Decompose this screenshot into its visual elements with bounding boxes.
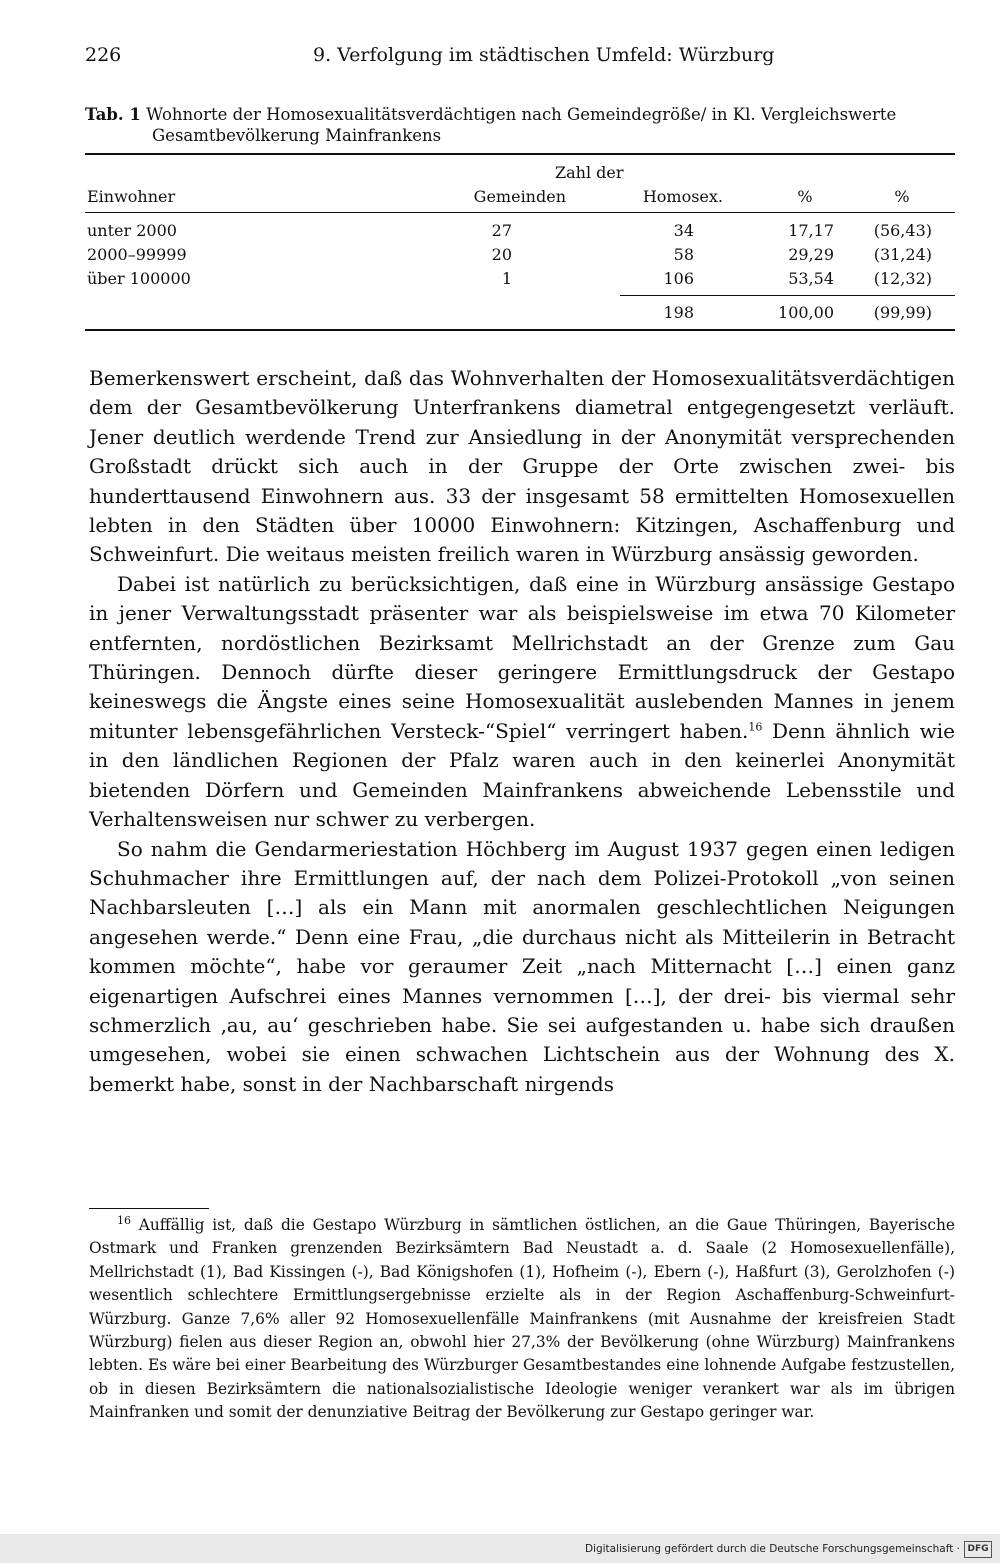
table-caption-line1: Wohnorte der Homosexualitätsverdächtigen nach Gemeindegröße/ in Kl. Vergleichswerte xyxy=(146,105,897,124)
footnote-number: 16 xyxy=(117,1213,131,1227)
row2-homosex: 58 xyxy=(673,245,694,264)
footnote-16 xyxy=(89,1214,955,1425)
row2-percent: 29,29 xyxy=(788,245,834,264)
row3-gemeinden: 1 xyxy=(501,269,512,288)
total-homosex: 198 xyxy=(663,303,694,322)
row3-percent-total: (12,32) xyxy=(873,269,932,288)
row2-einwohner: 2000–99999 xyxy=(87,245,187,264)
paragraph-2 xyxy=(89,570,955,835)
row1-gemeinden: 27 xyxy=(491,221,512,240)
footnote-text: Auffällig ist, daß die Gestapo Würzburg in sämtlichen östlichen, an die Gaue Thüringen, Bayerische Ostmark und Franken grenzenden Bezirksämtern Bad Neustadt a. d. Saale (2 Homosexuellenfälle), Mellrichstadt (1), Bad Kissingen (-), Bad Königshofen (1), Hofheim (-), Ebern (-), Haßfurt (3), Gerolzhofen (-) wesentlich schlechtere Ermittlungsergebnisse erzielte als in der Region Aschaffenburg-Schweinfurt-Würzburg. Ganze 7,6% aller 92 Homosexuellenfälle Mainfrankens (mit Ausnahme der kreisfreien Stadt Würzburg) fielen aus dieser Region an, obwohl hier 27,3% der Bevölkerung (ohne Würzburg) Mainfrankens lebten. Es wäre bei einer Bearbeitung des Würzburger Gesamtbestandes eine lohnende Aufgabe festzustellen, ob in diesen Bezirksämtern die nationalsozialistische Ideologie weniger verankert war als im übrigen Mainfranken und somit der denunziative Beitrag der Bevölkerung zur Gestapo geringer war. xyxy=(89,1216,955,1422)
running-head: 9. Verfolgung im städtischen Umfeld: Würzburg xyxy=(313,44,775,66)
total-percent: 100,00 xyxy=(778,303,834,322)
table-caption-line2: Gesamtbevölkerung Mainfrankens xyxy=(152,126,442,145)
row3-einwohner: über 100000 xyxy=(87,269,191,288)
page-header xyxy=(85,44,955,74)
paragraph-2-part2: Denn ähnlich wie in den ländlichen Regionen der Pfalz waren auch in den keinerlei Anonymität bietenden Dörfern und Gemeinden Mainfrankens abweichende Lebensstile und Verhaltensweisen nur schwer zu verbergen. xyxy=(89,718,956,832)
header-zahl-der: Zahl der xyxy=(555,163,624,182)
header-percent: % xyxy=(797,187,813,206)
row1-percent: 17,17 xyxy=(788,221,834,240)
row1-percent-total: (56,43) xyxy=(873,221,932,240)
paragraph-1: Bemerkenswert erscheint, daß das Wohnverhalten der Homosexualitätsverdächtigen dem der Gesamtbevölkerung Unterfrankens diametral entgegengesetzt verläuft. Jener deutlich werdende Trend zur Ansiedlung in der Anonymität versprechenden Großstadt drückt sich auch in der Gruppe der Orte zwischen zwei- bis hunderttausend Einwohnern aus. 33 der insgesamt 58 ermittelten Homosexuellen lebten in den Städten über 10000 Einwohnern: Kitzingen, Aschaffenburg und Schweinfurt. Die weitaus meisten freilich waren in Würzburg ansässig geworden. xyxy=(89,366,955,567)
header-homosex: Homosex. xyxy=(642,187,723,206)
total-percent-total: (99,99) xyxy=(873,303,932,322)
footnote-rule xyxy=(89,1208,209,1209)
row1-homosex: 34 xyxy=(673,221,694,240)
digitization-notice: Digitalisierung gefördert durch die Deutsche Forschungsgemeinschaft · xyxy=(584,1543,960,1555)
table-bottom-rule xyxy=(85,329,955,331)
paragraph-3: So nahm die Gendarmeriestation Höchberg im August 1937 gegen einen ledigen Schuhmacher ihre Ermittlungen auf, der nach dem Polizei-Protokoll „von seinen Nachbarsleuten […] als ein Mann mit anormalen geschlechtlichen Neigungen angesehen werde.“ Denn eine Frau, „die durchaus nicht als Mitteilerin in Betracht kommen möchte“, habe vor geraumer Zeit „nach Mitternacht […] einen ganz eigenartigen Aufschrei eines Mannes vernommen […], der drei- bis viermal sehr schmerzlich ‚au, au‘ geschrieben habe. Sie sei aufgestanden u. habe sich draußen umgesehen, wobei sie einen schwachen Lichtschein aus der Wohnung des X. bemerkt habe, sonst in der Nachbarschaft nirgends xyxy=(89,836,955,1096)
row3-percent: 53,54 xyxy=(788,269,834,288)
header-einwohner: Einwohner xyxy=(87,187,176,206)
table-caption xyxy=(85,104,955,146)
dfg-logo: DFG xyxy=(964,1541,992,1558)
row2-gemeinden: 20 xyxy=(491,245,512,264)
row2-percent-total: (31,24) xyxy=(873,245,932,264)
table-header-rule xyxy=(85,212,955,213)
header-percent-total: % xyxy=(894,187,910,206)
table-label: Tab. 1 xyxy=(85,105,141,124)
page-number: 226 xyxy=(85,44,122,66)
row1-einwohner: unter 2000 xyxy=(87,221,177,240)
row3-homosex: 106 xyxy=(663,269,694,288)
paragraph-2-part1: Dabei ist natürlich zu berücksichtigen, daß eine in Würzburg ansässige Gestapo in jener Verwaltungsstadt präsenter war als beispielsweise im etwa 70 Kilometer entfernten, nordöstlichen Bezirksamt Mellrichstadt an der Grenze zum Gau Thüringen. Dennoch dürfte dieser geringere Ermittlungsdruck der Gestapo keineswegs die Ängste eines seine Homosexualität auslebenden Mannes in jenem mitunter lebensgefährlichen Versteck-“Spiel“ verringert haben. xyxy=(89,571,955,743)
footnote-ref-16: 16 xyxy=(748,720,763,734)
table-top-rule xyxy=(85,153,955,155)
table-sum-rule xyxy=(620,295,955,296)
body-text xyxy=(89,364,955,1099)
header-gemeinden: Gemeinden xyxy=(473,187,566,206)
